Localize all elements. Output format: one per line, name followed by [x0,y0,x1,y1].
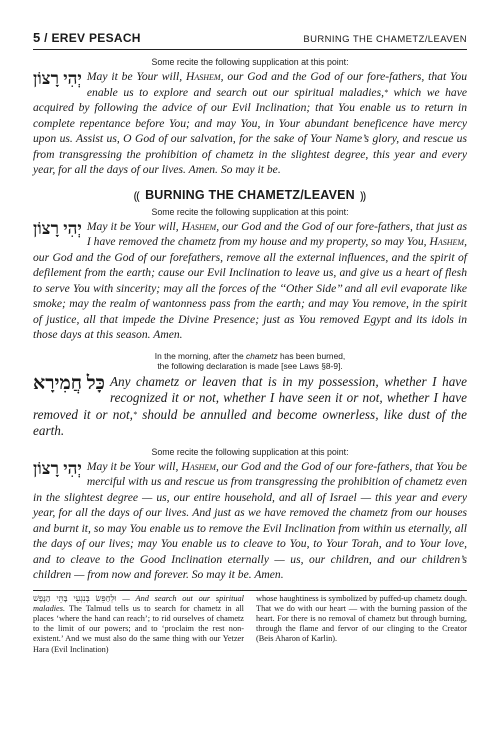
right-ornament-icon: ⸩ [359,188,367,203]
header-section: EREV PESACH [51,31,141,45]
page [33,30,467,655]
prayer-2-hashem: Hashem [181,219,217,233]
prayer-3-hashem: Hashem [181,459,216,473]
supplication-note-3: Some recite the following supplication at this point: [151,446,349,457]
declaration-note-chametz: chametz [246,350,278,361]
footnotes [33,594,467,655]
header-separator: / [44,31,48,45]
prayer-3-text-b: , our God and the God of our fore-fathers, that You be merciful with us and rescue us from transgressing the prohibition of chametz even in the slightest degree — us, our entire household, and all of Israel — this year and every year, for all the days of our lives. And just as we have removed the chametz from our houses and burnt it, so may You enable us to remove the Evil Inclination from within us eternally, all the days of our lives; may You enable us to cleave to You, to Your Torah, and to Your love, and to cleave to the Good Inclination eternally — us, our children, and our children’s children — from now and forever. So may it be. Amen. [33,459,467,581]
supplication-note-2: Some recite the following supplication at this point: [151,206,349,217]
prayer-2-hashem-2: Hashem [429,235,465,248]
section-heading: BURNING THE CHAMETZ/LEAVEN [145,188,355,202]
declaration-note [33,351,467,371]
footnote-right-column [256,594,467,655]
section-title [33,187,467,204]
page-number: 5 [33,30,41,45]
prayer-3-hebrew-opening: יְהִי רָצוֹן [33,458,82,478]
prayer-1-text-a: May it be Your will, [86,70,186,83]
declaration-text-a: Any chametz or leaven that is in my possession, whether I have recognized it or not, whether I have seen it or not, whether I have removed it or not, [33,373,467,422]
prayer-2-text-c: , our God and the God of our forefathers, remove all the external influences, and the spirit of defilement from the earth; cause our Evil Inclination to leave us, and give us a heart of flesh to serve You with sincerity; may all the forces of the ‘‘Other Side’’ and all evil evaporate like smoke; may the realm of wantonness pass from the earth; and may You remove, in the spirit of justice, all that impede the Divine Presence; just as You removed Egypt and its idols in those days at this season. Amen. [33,235,467,341]
declaration-hebrew-opening: כָּל חֲמִירָא [33,372,105,394]
footnote-hebrew: וּלְחַפֵּשׂ בְּנִגְעֵי בָּתֵּי הַנֶּפֶשׁ [33,593,117,603]
prayer-3 [33,459,467,583]
footnote-left-text: The Talmud tells us to search for chametz in all places ‘where the hand can reach’; to rid ourselves of chametz to the limit of our powers; and to ‘proclaim the rest non-existent.’ And we must also do the same thing with our Yetzer Hara (Evil Inclination) [33,603,244,654]
footnote-marker[interactable]: * [383,87,388,97]
page-header [33,30,467,50]
declaration-note-a: In the morning, after the [154,350,247,361]
running-title: BURNING THE CHAMETZ/LEAVEN [303,34,467,45]
declaration [33,374,467,440]
prayer-2-text-b: , our God and the God of our fore-fathers, that just as I have removed the chametz from my house and my property, so may You, [86,219,467,248]
declaration-text-b: should be annulled and become ownerless, like dust of the earth. [33,406,467,438]
left-ornament-icon: ⸨ [133,188,141,203]
prayer-1-hashem: Hashem [185,70,221,83]
declaration-note-line2: the following declaration is made [see Laws §8-9]. [157,360,343,371]
header-left [33,30,141,45]
prayer-1 [33,69,467,178]
prayer-2-text-a: May it be Your will, [86,219,182,233]
footnote-left-column [33,594,244,655]
prayer-1-text-b: , our God and the God of our fore-fathers, that You enable us to explore and search out our spiritual maladies, [86,70,467,99]
prayer-2 [33,219,467,343]
prayer-1-text-c: which we have acquired by following the advice of our Evil Inclination; that You enable us to return in complete repentance before You; and may You, in Your abundant beneficence have mercy upon us. Assist us, O God of our salvation, for the sake of Your Name’s glory, and rescue us from transgressing the prohibition of chametz in the slightest degree, this year and every year, for all the days of our lives. Amen. So may it be. [33,85,468,176]
footnote-marker-2[interactable]: * [132,409,137,419]
prayer-1-hebrew-opening: יְהִי רָצוֹן [33,69,82,88]
footnote-lemma: — And search out our spiritual maladies. [33,593,244,613]
footnote-right-text: whose haughtiness is symbolized by puffed-up chametz dough. That we do with our heart — with the burning passion of the heart. For there is no removal of chametz but through burning, through the flame and fervor of our clinging to the Creator (Beis Aharon of Karlin). [256,593,467,644]
supplication-note-1: Some recite the following supplication at this point: [151,57,349,67]
footnote-divider [33,590,467,591]
declaration-note-b: has been burned, [277,350,346,361]
prayer-3-text-a: May it be Your will, [86,459,182,473]
prayer-2-hebrew-opening: יְהִי רָצוֹן [33,218,82,238]
